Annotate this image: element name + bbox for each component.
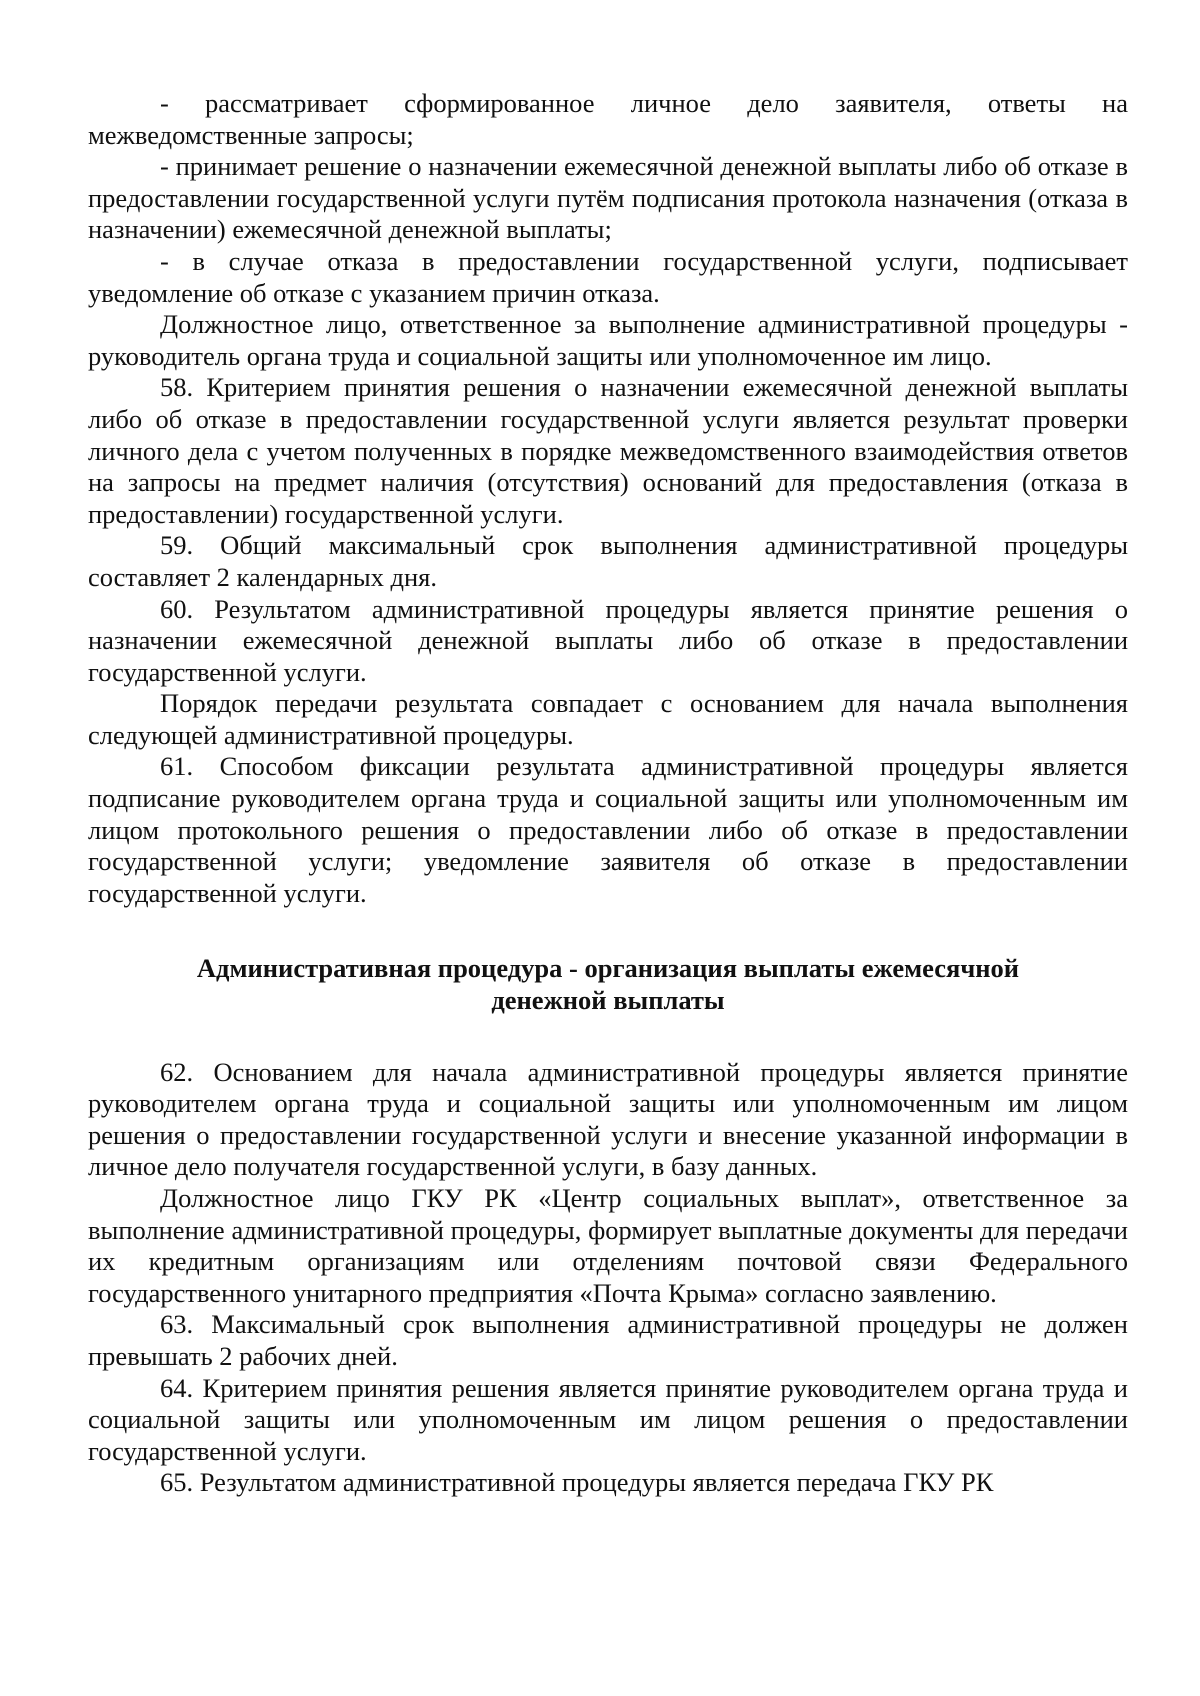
paragraph: 65. Результатом административной процедуры является передача ГКУ РК [160, 1467, 994, 1498]
section-heading [88, 953, 1128, 1016]
paragraph: Порядок передачи результата совпадает с основанием для начала выполнения следующей административной процедуры. [88, 688, 1128, 750]
paragraph: Должностное лицо ГКУ РК «Центр социальных выплат», ответственное за выполнение административной процедуры, формирует выплатные документы для передачи их кредитным организациям или отделениям почтовой связи Федерального государственного унитарного предприятия «Почта Крыма» согласно заявлению. [88, 1183, 1128, 1308]
section-heading-line: Административная процедура - организация выплаты ежемесячной [196, 953, 1020, 984]
paragraph: 63. Максимальный срок выполнения административной процедуры не должен превышать 2 рабочих дней. [88, 1309, 1128, 1371]
paragraph: - принимает решение о назначении ежемесячной денежной выплаты либо об отказе в предоставлении государственной услуги путём подписания протокола назначения (отказа в назначении) ежемесячной денежной выплаты; [88, 151, 1128, 245]
paragraph: 60. Результатом административной процедуры является принятие решения о назначении ежемесячной денежной выплаты либо об отказе в предоставлении государственной услуги. [88, 593, 1128, 687]
paragraph: - в случае отказа в предоставлении государственной услуги, подписывает уведомление об отказе с указанием причин отказа. [88, 245, 1128, 308]
paragraph: Должностное лицо, ответственное за выполнение административной процедуры - руководитель органа труда и социальной защиты или уполномоченное им лицо. [88, 309, 1128, 371]
paragraph: 61. Способом фиксации результата административной процедуры является подписание руководителем органа труда и социальной защиты или уполномоченным им лицом протокольного решения о предоставлении либо об отказе в предоставлении государственной услуги; уведомление заявителя об отказе в предоставлении государственной услуги. [88, 751, 1128, 908]
paragraph: - рассматривает сформированное личное дело заявителя, ответы на межведомственные запросы; [88, 88, 1128, 150]
paragraph: 59. Общий максимальный срок выполнения административной процедуры составляет 2 календарных дня. [88, 530, 1128, 592]
paragraph: 64. Критерием принятия решения является принятие руководителем органа труда и социальной защиты или уполномоченным им лицом решения о предоставлении государственной услуги. [88, 1372, 1128, 1466]
section-heading-line: денежной выплаты [491, 985, 725, 1016]
paragraph: 62. Основанием для начала административной процедуры является принятие руководителем органа труда и социальной защиты или уполномоченным им лицом решения о предоставлении государственной услуги и внесение указанной информации в личное дело получателя государственной услуги, в базу данных. [88, 1056, 1128, 1182]
paragraph: 58. Критерием принятия решения о назначении ежемесячной денежной выплаты либо об отказе в предоставлении государственной услуги является результат проверки личного дела с учетом полученных в порядке межведомственного взаимодействия ответов на запросы на предмет наличия (отсутствия) оснований для предоставления (отказа в предоставлении) государственной услуги. [88, 372, 1128, 529]
